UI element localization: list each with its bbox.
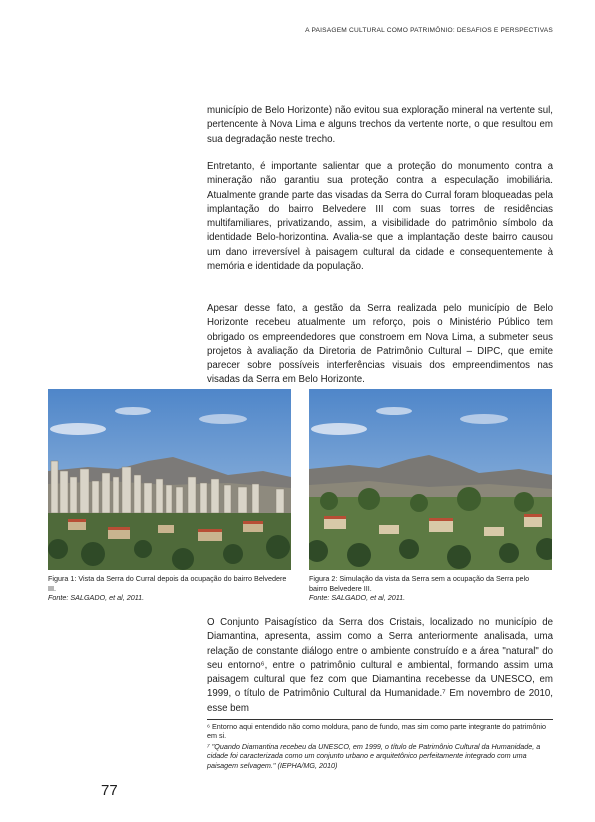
figure-2-source: Fonte: SALGADO, et al, 2011. — [309, 593, 406, 603]
body-paragraph-2: Entretanto, é importante salientar que a proteção do monumento contra a mineração não garantiu sua proteção contra a especulação imobiliária. Atualmente grande parte das visadas da Serra do Curral foram bloqueadas pela implantação do bairro Belvedere III com suas torres de residências multifamiliares, privatizando, assim, a visibilidade do patrimônio símbolo da identidade Belo-horizontina. Avalia-se que a implantação deste bairro causou um dano irreversível à paisagem cultural da cidade e consequentemente à memória e identidade da população. — [207, 161, 553, 273]
footnote-divider — [207, 719, 553, 720]
figure-2-photo — [309, 389, 552, 570]
figure-1-caption — [48, 574, 288, 603]
footnote-7: ⁷ "Quando Diamantina recebeu da UNESCO, em 1999, o título de Patrimônio Cultural da Humanidade, a cidade foi caracterizada como um conjunto urbano e arquitetônico perfeitamente integrado com uma paisagem selvagem." (IEPHA/MG, 2010) — [207, 742, 541, 770]
figure-2-caption — [309, 574, 549, 603]
body-paragraph-3: Apesar desse fato, a gestão da Serra realizada pelo município de Belo Horizonte recebeu atualmente um reforço, pois o Ministério Público tem obrigado os empreendedores que constroem em Nova Lima, a submeter seus projetos à avaliação da Diretoria de Patrimônio Cultural – DIPC, que emite parecer sobre possíveis interferências visuais dos empreendimentos nas visadas da Serra em Belo Horizonte. — [207, 303, 553, 386]
skyline-with-towers-image — [48, 389, 291, 570]
figure-1-photo — [48, 389, 291, 570]
page-number: 77 — [101, 782, 118, 799]
figure-1-source: Fonte: SALGADO, et al, 2011. — [48, 593, 145, 603]
body-paragraph-4: O Conjunto Paisagístico da Serra dos Cristais, localizado no município de Diamantina, apresenta, assim como a Serra anteriormente analisada, uma relação de constante diálogo entre o ambiente construído e a área "natural" do seu entorno⁶, entre o patrimônio cultural e ambiental, formando assim uma paisagem cultural que fez com que Diamantina recebesse da UNESCO, em 1999, o título de Patrimônio Cultural da Humanidade.⁷ Em novembro de 2010, esse bem — [207, 617, 553, 714]
figure-1-caption-text: Figura 1: Vista da Serra do Curral depois da ocupação do bairro Belvedere III. — [48, 574, 287, 593]
figure-2-caption-text: Figura 2: Simulação da vista da Serra sem a ocupação da Serra pelo bairro Belvedere III. — [309, 574, 530, 593]
running-header: A PAISAGEM CULTURAL COMO PATRIMÔNIO: DESAFIOS E PERSPECTIVAS — [305, 27, 553, 34]
footnote-6: ⁶ Entorno aqui entendido não como moldura, pano de fundo, mas sim como parte integrante do patrimônio em si. — [207, 722, 546, 741]
mountain-view-simulation-image — [309, 389, 552, 570]
body-paragraph-1: município de Belo Horizonte) não evitou sua exploração mineral na vertente sul, pertencente à Nova Lima e alguns trechos da vertente norte, o que resultou em sua degradação neste trecho. — [207, 105, 553, 145]
